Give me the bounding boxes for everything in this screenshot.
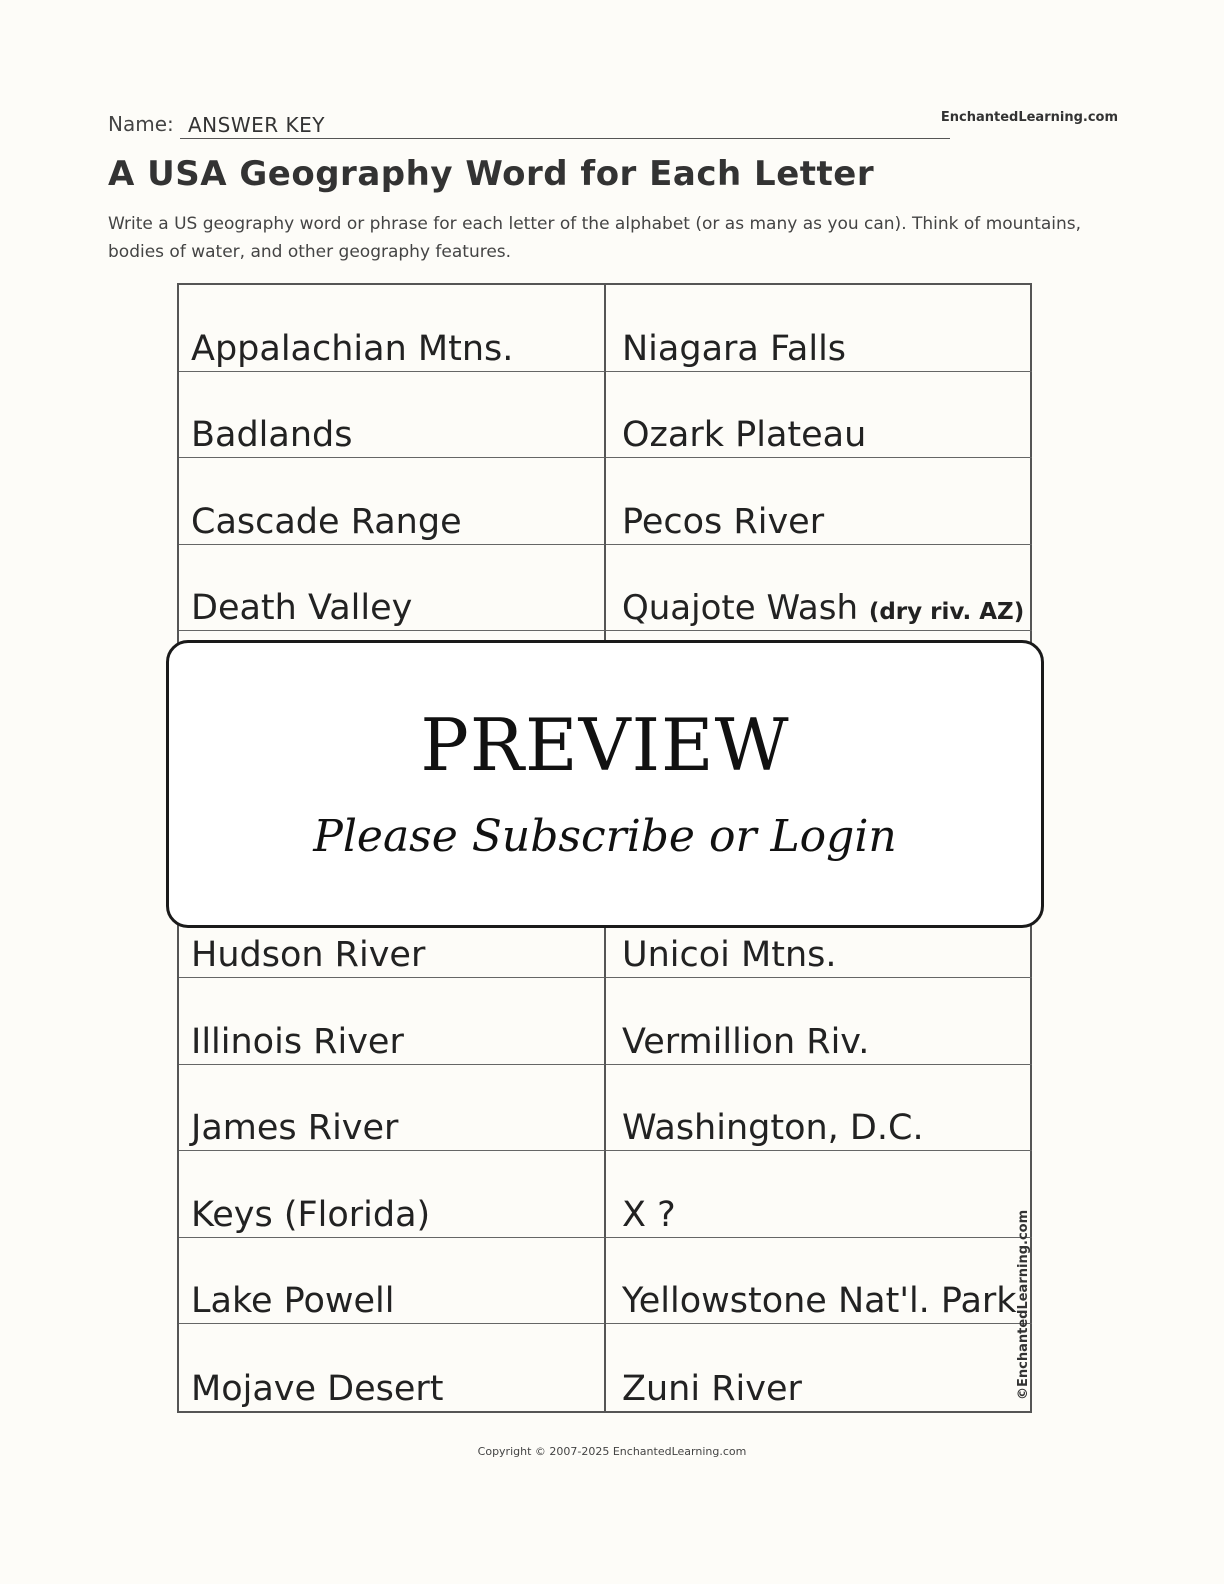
answer-word: Ozark Plateau	[622, 415, 867, 456]
answer-cell	[606, 1238, 1032, 1325]
answer-cell	[179, 285, 606, 372]
answer-cell	[606, 285, 1032, 372]
answer-cell	[606, 545, 1032, 632]
answer-word: Appalachian Mtns.	[191, 328, 514, 369]
answer-word: Pecos River	[622, 501, 825, 542]
answer-cell	[606, 458, 1032, 545]
preview-subtitle[interactable]: Please Subscribe or Login	[313, 811, 897, 862]
answer-word: Zuni River	[622, 1369, 802, 1409]
answer-word: Death Valley	[191, 588, 413, 629]
header-row	[108, 108, 1118, 142]
answer-text	[622, 502, 824, 542]
site-brand[interactable]: EnchantedLearning.com	[940, 110, 1118, 125]
preview-overlay[interactable]	[166, 640, 1044, 928]
answer-text	[622, 1108, 924, 1148]
answer-text	[191, 1022, 404, 1062]
side-watermark: ©EnchantedLearning.com	[1016, 1209, 1031, 1400]
answer-cell	[606, 372, 1032, 459]
answer-text	[191, 935, 425, 975]
answer-text	[191, 1369, 444, 1409]
answer-text	[191, 1281, 395, 1321]
answer-text	[622, 935, 837, 975]
answer-word: X ?	[622, 1194, 676, 1235]
answer-word: Lake Powell	[191, 1281, 395, 1322]
answer-text	[191, 502, 462, 542]
answer-cell	[179, 372, 606, 459]
name-label: Name:	[108, 112, 174, 136]
copyright: Copyright © 2007-2025 EnchantedLearning.com	[477, 1445, 747, 1458]
answer-word: Vermillion Riv.	[622, 1021, 870, 1062]
answer-cell	[606, 1324, 1032, 1411]
answer-text	[622, 329, 846, 369]
answer-text	[191, 415, 352, 455]
name-value: ANSWER KEY	[188, 113, 325, 137]
name-field	[180, 108, 950, 139]
answer-cell	[179, 458, 606, 545]
answer-word: Washington, D.C.	[622, 1108, 924, 1149]
answer-text	[191, 329, 513, 369]
answer-text	[622, 1022, 869, 1062]
answer-cell	[606, 1065, 1032, 1152]
answer-text	[622, 1195, 676, 1235]
answer-text	[622, 415, 866, 455]
answer-word: Illinois River	[191, 1021, 404, 1062]
answer-cell	[179, 1065, 606, 1152]
answer-cell	[179, 1238, 606, 1325]
instructions: Write a US geography word or phrase for each letter of the alphabet (or as many as you can). Think of mountains, bodies of water, and other geography features.	[108, 214, 1082, 262]
page-title: A USA Geography Word for Each Letter	[108, 154, 875, 194]
answer-word: Badlands	[191, 415, 353, 456]
preview-title: PREVIEW	[420, 703, 790, 787]
answer-word: Hudson River	[191, 934, 426, 975]
answer-cell	[606, 1151, 1032, 1238]
answer-text	[191, 588, 412, 628]
answer-text	[622, 1281, 1017, 1321]
answer-word: Keys (Florida)	[191, 1194, 431, 1235]
answer-word: Yellowstone Nat'l. Park	[622, 1281, 1017, 1322]
answer-word: Quajote Wash	[622, 588, 858, 629]
answer-word: Cascade Range	[191, 501, 462, 542]
answer-word: James River	[191, 1108, 399, 1149]
answer-text	[191, 1108, 398, 1148]
answer-cell	[179, 1151, 606, 1238]
answer-text	[622, 1369, 802, 1409]
answer-cell	[606, 978, 1032, 1065]
answer-text	[191, 1195, 430, 1235]
answer-word: Unicoi Mtns.	[622, 934, 837, 975]
answer-word: Mojave Desert	[191, 1369, 444, 1409]
answer-note: (dry riv. AZ)	[868, 599, 1025, 626]
answer-cell	[179, 1324, 606, 1411]
answer-cell	[179, 978, 606, 1065]
answer-text	[622, 588, 1024, 628]
answer-word: Niagara Falls	[622, 328, 847, 369]
answer-cell	[179, 545, 606, 632]
